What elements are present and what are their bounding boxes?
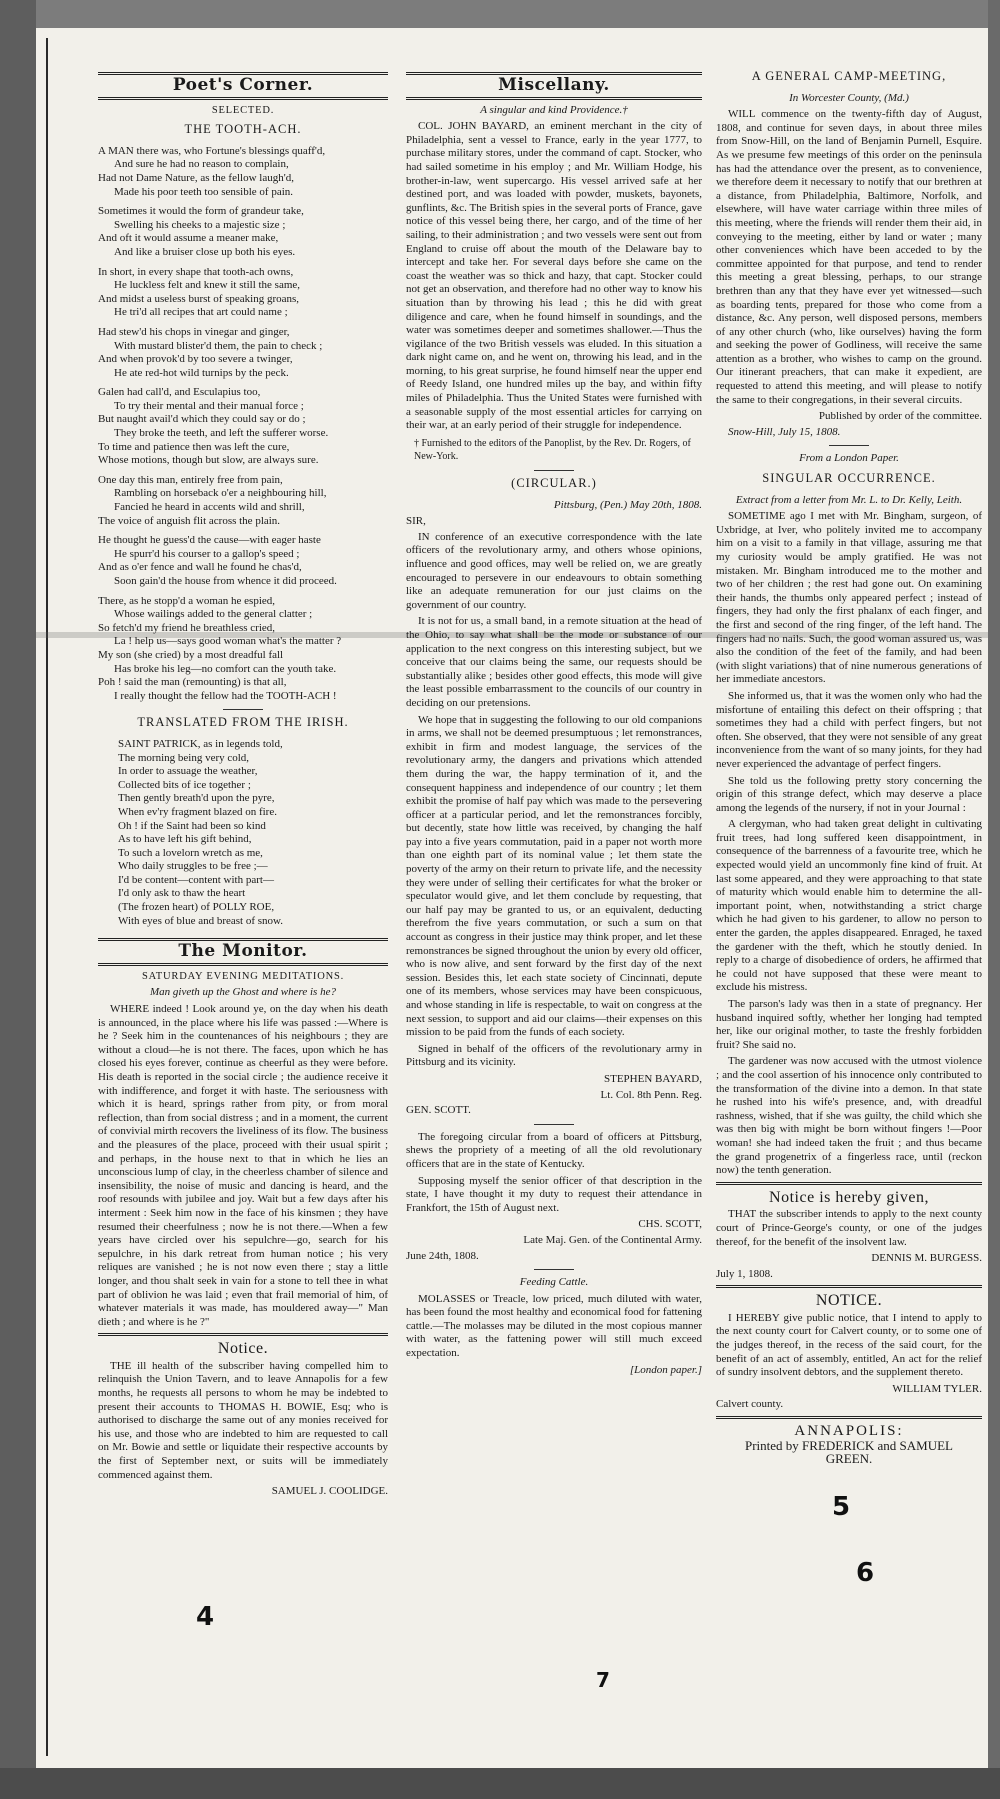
poem-line: He ate red-hot wild turnips by the peck. — [114, 366, 289, 379]
poem-line: Galen had call'd, and Esculapius too, — [98, 386, 261, 399]
poem-line: And as o'er fence and wall he found he chas'd, — [98, 561, 302, 574]
poem-title-irish: TRANSLATED FROM THE IRISH. — [137, 715, 349, 730]
poem-line: He thought he guess'd the cause—with eager haste — [98, 534, 321, 547]
poem-line: And midst a useless burst of speaking groans, — [98, 292, 300, 305]
poem-line: La ! help us—says good woman what's the matter ? — [114, 635, 342, 648]
divider — [534, 1269, 574, 1270]
poem-line: Oh ! if the Saint had been so kind — [118, 819, 266, 832]
poem-line: So fetch'd my friend he breathless cried, — [98, 621, 276, 634]
poem-line: And when provok'd by too severe a twinger, — [98, 353, 293, 366]
paragraph: SOMETIME ago I met with Mr. Bingham, surgeon, of Uxbridge, at Iver, who politely invited me to accompany him on a visit to a family in that village, assuring me that my curiosity would be amply gratified. He was not mistaken. Mr. Bingham introduced me to the mother and two of her children ; the rest had gone out. On examining their hands, the thumbs only appeared perfect ; instead of fingers, they had only the first phalanx of each finger, and the first and second of the ring finger, of the left hand. The fingers had no nails. Such, the good woman assured us, was also the condition of the feet of the family, and had been (with slight variations) that of nine numerous generations of her immediate ancestors. — [716, 510, 982, 686]
circular-dateline: Pittsburg, (Pen.) May 20th, 1808. — [553, 498, 702, 511]
poets-corner-header: Poet's Corner. — [172, 75, 314, 95]
poem-line: (The frozen heart) of POLLY ROE, — [118, 901, 275, 914]
paragraph: COL. JOHN BAYARD, an eminent merchant in the city of Philadelphia, sent a vessel to France, early in the year 1777, to purchase military stores, under the command of capt. Stocker, who had sailed sometime in his employ ; and Mr. William Hodge, his brother-in-law, went supercargo. His vessel arrived safe at her destined port, and was loaded with powder, muskets, bayonets, gunflints, &c. The British spies in the several ports of France, gave notice of this vessel being there, her cargo, and of the time of her sailing, to their administration ; and two vessels were sent out from England to cruise off about the mouth of the Delaware bay to intercept and take her. For several days before she came on the coast the weather was so thick and hazy, that capt. Stocker could not get an observation, and therefore had no other way to know his situation than by throwing his lead ; this he did with great diligence and care, when he found himself in soundings, and the water was sometimes deeper and sometimes shallower.—Thus the vigilance of the two British vessels was eluded. In this situation a dark night came on, and he went on, throwing his lead, and in the morning, to his great surprise, he found himself near the upper end of Reedy Island, one hundred miles up the bay, and within fifty miles of Philadelphia. Thus the United States were furnished with a seasonable supply of the most essential articles for carrying on their war, at an early period of their struggle for independence. — [406, 120, 702, 432]
poem-saint-patrick — [98, 738, 388, 928]
poem-line: Then gently breath'd upon the pyre, — [118, 792, 275, 805]
tyler-signature: WILLIAM TYLER. — [892, 1382, 982, 1395]
poem-line: In short, in every shape that tooth-ach owns, — [98, 265, 294, 278]
rule — [98, 97, 388, 100]
poem-line: To time and patience then was left the cure, — [98, 440, 290, 453]
paragraph: I HEREBY give public notice, that I intend to apply to the next county court for Calvert county, or to some one of the judges thereof, in the recess of the said court, for the benefit of an act of assembly, entitled, An act for the relief of sundry insolvent debtors, and the supplement thereto. — [716, 1311, 982, 1379]
camp-meeting-heading: A GENERAL CAMP-MEETING, — [751, 69, 947, 83]
poem-line: The voice of anguish flit across the plain. — [98, 514, 281, 527]
occurrence-body — [716, 510, 982, 1178]
poem-line: With eyes of blue and breast of snow. — [118, 914, 284, 927]
notice-signature: SAMUEL J. COOLIDGE. — [271, 1485, 388, 1498]
monitor-body — [98, 1003, 388, 1329]
paragraph: THE ill health of the subscriber having compelled him to relinquish the Union Tavern, and to leave Annapolis for a few months, he requests all persons to whom he may be indebted to present their accounts to THOMAS H. BOWIE, Esq; who is authorised to discharge the same out of any monies received for his use, and those who are indebted to him are requested to call on Mr. Bowie and settle or liquidate their respective accounts by the first of September next, or suits will be immediately commenced against them. — [98, 1359, 388, 1481]
divider — [223, 709, 263, 710]
poem-line: Sometimes it would the form of grandeur take, — [98, 205, 304, 218]
circular-heading: (CIRCULAR.) — [511, 476, 597, 491]
poem-line: Who daily struggles to be free ;— — [118, 860, 268, 873]
poem-line: To such a lovelorn wretch as me, — [118, 846, 263, 859]
poem-line: He luckless felt and knew it still the same, — [114, 279, 301, 292]
handwritten-mark: 6 — [856, 1558, 875, 1588]
poem-line: There, as he stopp'd a woman he espied, — [98, 594, 276, 607]
poem-line: Whose motions, though but slow, are always sure. — [98, 454, 319, 467]
poem-line: Rambling on horseback o'er a neighbouring hill, — [114, 487, 327, 500]
rule — [406, 97, 702, 100]
poem-line: I really thought the fellow had the TOOTH-ACH ! — [114, 689, 337, 702]
scott-title: Late Maj. Gen. of the Continental Army. — [523, 1233, 702, 1246]
circular-signature: STEPHEN BAYARD, — [603, 1072, 702, 1085]
poem-line: And sure he had no reason to complain, — [114, 158, 289, 171]
feeding-cattle-body — [406, 1293, 702, 1361]
poem-line: He tri'd all recipes that art could name ; — [114, 306, 288, 319]
poem-line: In order to assuage the weather, — [118, 765, 258, 778]
poem-line: As to have left his gift behind, — [118, 833, 252, 846]
poem-line: A MAN there was, who Fortune's blessings quaff'd, — [98, 144, 326, 157]
scan-edge-right — [988, 0, 1000, 1799]
paragraph: She told us the following pretty story concerning the origin of this strange defect, which may deserve a place among the legends of the nursery, if not in your Journal : — [716, 774, 982, 814]
paragraph: THAT the subscriber intends to apply to the next county court of Prince-George's county, or one of the judges thereof, for the benefit of the insolvent law. — [716, 1208, 982, 1248]
paragraph: WILL commence on the twenty-fifth day of August, 1808, and continue for seven days, in about three miles from Snow-Hill, on the land of Benjamin Purnell, Esquire. As we presume few meetings of this order on the peninsula has had the attendance over the present, as to convenience, we therefore deem it necessary to notify that our brethren at a distance, from Philadelphia, Baltimore, Norfolk, and elsewhere, will have water carriage within three miles of this meeting, where the friends will render them their aid, in conveying to the meeting, either by land or water ; many other conveniences which have been acceded to by the committee appointed for that purpose, and tend to render this meeting a great blessing, perhaps, to our strange brethren than any that they have ever yet witnessed—such as boarding tents, prepared for those who come from a distance, &c. Any person, well disposed persons, members of any other church (who, like ourselves) having the form and seeking the power of Godliness, will receive the same attention as a brother, who wishes to camp on the ground. Our itinerant preachers, that can make it expedient, are requested to attend this meeting, and will please to notify the same to their congregations, in their several circuits. — [716, 108, 982, 406]
feeding-cattle-heading: Feeding Cattle. — [519, 1276, 589, 1289]
circular-salutation: SIR, — [406, 515, 426, 528]
poem-line: I'd be content—content with part— — [118, 873, 274, 886]
poem-line: Had not Dame Nature, as the fellow laugh'd, — [98, 171, 294, 184]
notice-union-body — [98, 1360, 388, 1482]
miscellany-body — [406, 120, 702, 433]
circular-body — [406, 531, 702, 1070]
poem-line: With mustard blister'd them, the pain to check ; — [114, 339, 323, 352]
rule — [98, 1333, 388, 1336]
column-1 — [98, 68, 388, 1758]
column-2 — [406, 68, 702, 1758]
selected-label: SELECTED. — [211, 104, 275, 116]
camp-meeting-location: In Worcester County, (Md.) — [789, 91, 909, 104]
rule — [98, 963, 388, 966]
scan-edge-bottom — [0, 1768, 1000, 1799]
poem-line: SAINT PATRICK, as in legends told, — [118, 737, 283, 750]
poem-line: Had stew'd his chops in vinegar and ginger, — [98, 325, 290, 338]
poem-line: My son (she cried) by a most dreadful fall — [98, 648, 284, 661]
imprint-printers: Printed by FREDERICK and SAMUEL — [745, 1437, 953, 1453]
paragraph: She informed us, that it was the women only who had the misfortune of entailing this defect on their offspring ; that sometimes they had a child with perfect fingers, but not often. She observed, that they were not sensible of any great inconvenience from the want of so many joints, for they had never experienced the advantage of perfect fingers. — [716, 689, 982, 770]
occurrence-heading: SINGULAR OCCURRENCE. — [762, 471, 936, 486]
imprint-green: GREEN. — [825, 1451, 873, 1467]
poem-line: I'd only ask to thaw the heart — [118, 887, 246, 900]
monitor-title: SATURDAY EVENING MEDITATIONS. — [141, 970, 345, 982]
handwritten-mark: 7 — [596, 1668, 610, 1692]
poem-line: They broke the teeth, and left the sufferer worse. — [114, 427, 329, 440]
burgess-notice-body — [716, 1208, 982, 1249]
paragraph: WHERE indeed ! Look around ye, on the day when his death is announced, in the place where his life was passed :—Where is he ? Seek him in the countenances of his neighbours ; they are without a cloud—he is not there. The faces, upon which he has closed his eyes forever, continue as cheerful as they were before. His death is reported in the social circle ; the audience receive it with indifference, and forget it with haste. The seriousness with which it is heard, springs rather from pity, or from moral reflection, than from social distress ; and in a moment, the current of convivial mirth recovers the liveliness of its flow. The business and the pleasures of the place, proceed with their usual spirit ; and perhaps, in the house next to that in which he lies an unconscious lump of clay, in the cheerless chamber of silence and insensibility, the noise of music and dancing is heard, and the roof resounds with jubilee and joy. Wait but a few days after his interment : Seek him now in the face of his kinsmen ; they have resumed their cheerfulness ; now he is not there.—When a few years have circled over his sepulchre—go, search for his sepulchre, in his dark retreat from human notice ; his very reliques are vanished ; he is not now even there ; stay a little longer, and thou shalt seek in vain for a stone to tell thee in what part of oblivion he was laid ; even that frail memorial of him, of whatever materials it was made, has mouldered away—" Man dieth ; and where is he ?" — [98, 1003, 388, 1328]
footnote: † Furnished to the editors of the Panoplist, by the Rev. Dr. Rogers, of New-York. — [414, 437, 691, 463]
divider — [534, 1124, 574, 1125]
miscellany-header: Miscellany. — [498, 75, 610, 95]
circular-addressee: GEN. SCOTT. — [406, 1104, 471, 1117]
tyler-notice-body — [716, 1312, 982, 1380]
circular-signature-title: Lt. Col. 8th Penn. Reg. — [600, 1088, 702, 1101]
burgess-notice-heading: Notice is hereby given, — [769, 1188, 929, 1206]
camp-meeting-body — [716, 108, 982, 407]
monitor-epigraph: Man giveth up the Ghost and where is he? — [150, 986, 336, 999]
paragraph: A clergyman, who had taken great delight in cultivating fruit trees, had long suffered keen disappointment, in consequence of the barrenness of a favourite tree, which he expected would yield an uncommonly fine kind of fruit. At last some appeared, and they were approaching to that state of maturity which would enable him to determine the all-important point, when, notwithstanding a strict charge which he had given to his gardener, to allow no person to enter the garden, the apples disappeared. Enraged, he taxed the gardener with the theft, which he stoutly denied. In reply to a charge of disobedience of orders, he affirmed that he could not have supposed that these were meant to exclude his mistress. — [716, 818, 982, 994]
rule — [716, 1285, 982, 1288]
poem-line: He spurr'd his courser to a gallop's speed ; — [114, 547, 300, 560]
poem-line: Made his poor teeth too sensible of pain. — [114, 185, 294, 198]
poem-title-tooth-ach: THE TOOTH-ACH. — [184, 122, 302, 137]
poem-line: Poh ! said the man (remounting) is that all, — [98, 676, 287, 689]
poem-line: And oft it would assume a meaner make, — [98, 232, 279, 245]
paragraph: It is not for us, a small band, in a remote situation at the head of the Ohio, to say what shall be the mode or substance of our application to the next congress on this interesting subject, but we conceive that our claims being the same, our requests should be substantially alike ; besides other good effects, this mode will give the least possible embarrassment to the councils of our country in deciding on our pretensions. — [406, 615, 702, 709]
poem-line: The morning being very cold, — [118, 751, 250, 764]
paragraph: The foregoing circular from a board of officers at Pittsburg, shews the propriety of a meeting of all the old revolutionary officers that are in the state of Kentucky. — [406, 1130, 702, 1170]
scott-date: June 24th, 1808. — [406, 1249, 479, 1262]
poem-line: Has broke his leg—no comfort can the youth take. — [114, 662, 337, 675]
poem-line: But naught avail'd which they could say or do ; — [98, 413, 306, 426]
poem-line: Swelling his cheeks to a majestic size ; — [114, 218, 286, 231]
poem-line: Whose wailings added to the general clatter ; — [114, 608, 313, 621]
poem-line: One day this man, entirely free from pain, — [98, 473, 283, 486]
imprint-city: ANNAPOLIS: — [794, 1423, 904, 1440]
miscellany-title: A singular and kind Providence.† — [480, 103, 628, 116]
poem-line: To try their mental and their manual force ; — [114, 399, 304, 412]
paragraph: Supposing myself the senior officer of that description in the state, I have thought it my duty to request their attendance in Frankfort, the 15th of August next. — [406, 1174, 702, 1214]
poem-line: And like a bruiser close up both his eyes. — [114, 245, 296, 258]
tyler-county: Calvert county. — [716, 1398, 784, 1411]
paragraph: IN conference of an executive correspondence with the late officers of the revolutionary army, and others whose opinions, influence and good offices, may well be relied on, we are greatly encouraged to persevere in our endeavours to obtain something like an adequate remuneration for our just claims on the government of our country. — [406, 530, 702, 611]
burgess-date: July 1, 1808. — [716, 1267, 773, 1280]
notice-heading: Notice. — [217, 1340, 269, 1358]
scott-signature: CHS. SCOTT, — [638, 1218, 702, 1231]
handwritten-mark: 5 — [832, 1492, 851, 1522]
monitor-header: The Monitor. — [178, 941, 308, 962]
poem-line: When ev'ry fragment blazed on fire. — [118, 805, 277, 818]
occurrence-extract: Extract from a letter from Mr. L. to Dr. Kelly, Leith. — [735, 493, 963, 506]
scan-edge-top — [0, 0, 1000, 28]
poem-tooth-ach — [98, 145, 388, 704]
occurrence-source: From a London Paper. — [799, 452, 899, 465]
poem-line: Soon gain'd the house from whence it did proceed. — [114, 575, 337, 587]
paragraph: Signed in behalf of the officers of the revolutionary army in Pittsburg and its vicinity. — [406, 1042, 702, 1069]
burgess-signature: DENNIS M. BURGESS. — [871, 1252, 982, 1265]
feeding-cattle-source: [London paper.] — [629, 1363, 702, 1376]
paragraph: The parson's lady was then in a state of pregnancy. Her husband inquired softly, whether her longing had tempted her, like our original mother, to taste the freshly forbidden fruit? She said no. — [716, 998, 982, 1051]
divider — [829, 445, 869, 446]
scott-letter — [406, 1131, 702, 1216]
newspaper-page — [36, 28, 988, 1768]
divider — [534, 470, 574, 471]
handwritten-mark: 4 — [196, 1602, 215, 1632]
camp-meeting-dateline: Snow-Hill, July 15, 1808. — [728, 425, 841, 438]
paragraph: We hope that in suggesting the following to our old companions in arms, we shall not be deemed presumptuous ; let remonstrances, exhibit in firm and modest language, the services of the revolutionary army, the dangers and privations which attended them during the war, the happy termination of it, and the consequent happiness and independence of our country ; let them exhibit the promise of half pay which was made to the persevering officer at a particular period, and let the remonstrances forcibly, but decently, state how little was received, by changing the half pay into a five years commutation, paid in a paper not worth more than one eighth part of its nominal value ; let them state the poverty of the army on their return to private life, and the necessity they were under of selling their certificates for what the broker or speculator would give, and let them conclude by requesting, that our half pay may be granted to us, or an equivalent, deducting therefrom the five years commutation, or such a sum on that account as congress in their justice may think proper, and let these remonstrances be signed throughout the union by every old officer, who is now alive, and sent forward by the first day of the next session. Besides this, let each state society of Cincinnati, depute one of its members, whose services may have been conspicuous, and whose standing in life is respectable, to wait on congress at the next session, to support and aid our claims—their expenses on this mission to be paid from the funds of each society. — [406, 713, 702, 1039]
paragraph: MOLASSES or Treacle, low priced, much diluted with water, has been found the most healthy and economical food for fattening cattle.—The molasses may be diluted in the most copious manner with water, as the fattening power will still much exceed expectation. — [406, 1292, 702, 1360]
paragraph: The gardener was now accused with the utmost violence ; and the cool assertion of his innocence only contributed to the transformation of the divine into a demon. In that state he rushed into his wife's presence, and, with dreadful rashness, wished, that if she was guilty, the child which she was then big with might be born without fingers !—Poor woman! she had indeed taken the fruit ; and thus became the grand progenetrix of a fingerless race, until (reckon now) the tenth generation. — [716, 1055, 982, 1177]
tyler-notice-heading: NOTICE. — [815, 1292, 883, 1310]
rule — [716, 1416, 982, 1419]
camp-meeting-published: Published by order of the committee. — [818, 410, 982, 423]
poem-line: Fancied he heard in accents wild and shrill, — [114, 501, 305, 514]
scan-edge-left — [0, 0, 36, 1799]
poem-line: Collected bits of ice together ; — [118, 778, 251, 791]
rule — [716, 1182, 982, 1185]
